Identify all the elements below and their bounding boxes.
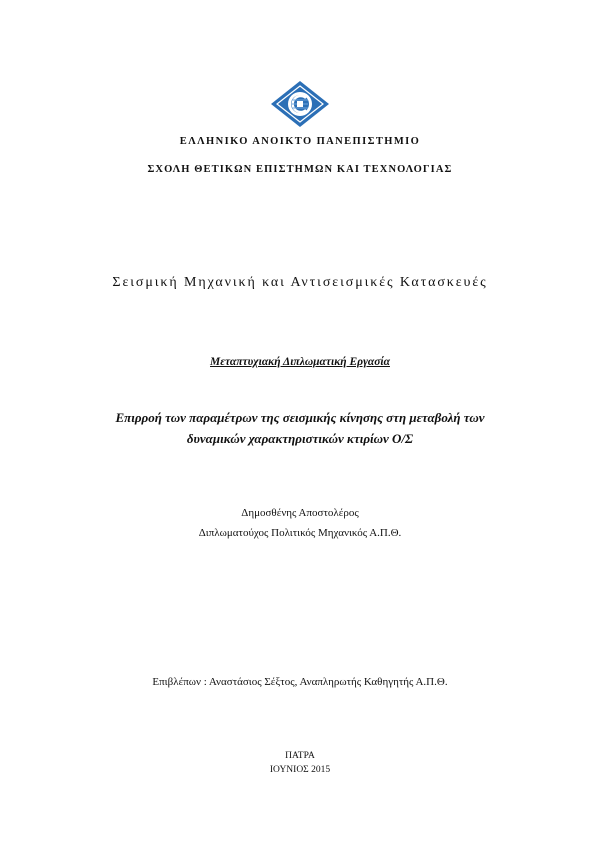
thesis-title-line-1: Επιρροή των παραμέτρων της σεισμικής κίνησης στη μεταβολή των: [115, 410, 485, 425]
school-name: ΣΧΟΛΗ ΘΕΤΙΚΩΝ ΕΠΙΣΤΗΜΩΝ ΚΑΙ ΤΕΧΝΟΛΟΓΙΑΣ: [147, 164, 453, 175]
program-name: Σεισμική Μηχανική και Αντισεισμικές Κατασκευές: [112, 275, 488, 290]
thesis-type: Μεταπτυχιακή Διπλωματική Εργασία: [210, 356, 390, 368]
university-name: ΕΛΛΗΝΙΚΟ ΑΝΟΙΚΤΟ ΠΑΝΕΠΙΣΤΗΜΙΟ: [179, 136, 421, 147]
city: ΠΑΤΡΑ: [285, 751, 315, 761]
date: ΙΟΥΝΙΟΣ 2015: [269, 765, 331, 775]
university-logo-icon: [270, 80, 330, 128]
supervisor: Επιβλέπων : Αναστάσιος Σέξτος, Αναπληρωτής Καθηγητής Α.Π.Θ.: [152, 676, 448, 688]
author-name: Δημοσθένης Αποστολέρος: [241, 507, 359, 519]
author-degree: Διπλωματούχος Πολιτικός Μηχανικός Α.Π.Θ.: [198, 527, 402, 539]
thesis-title-line-2: δυναμικών χαρακτηριστικών κτιρίων Ο/Σ: [186, 431, 414, 446]
